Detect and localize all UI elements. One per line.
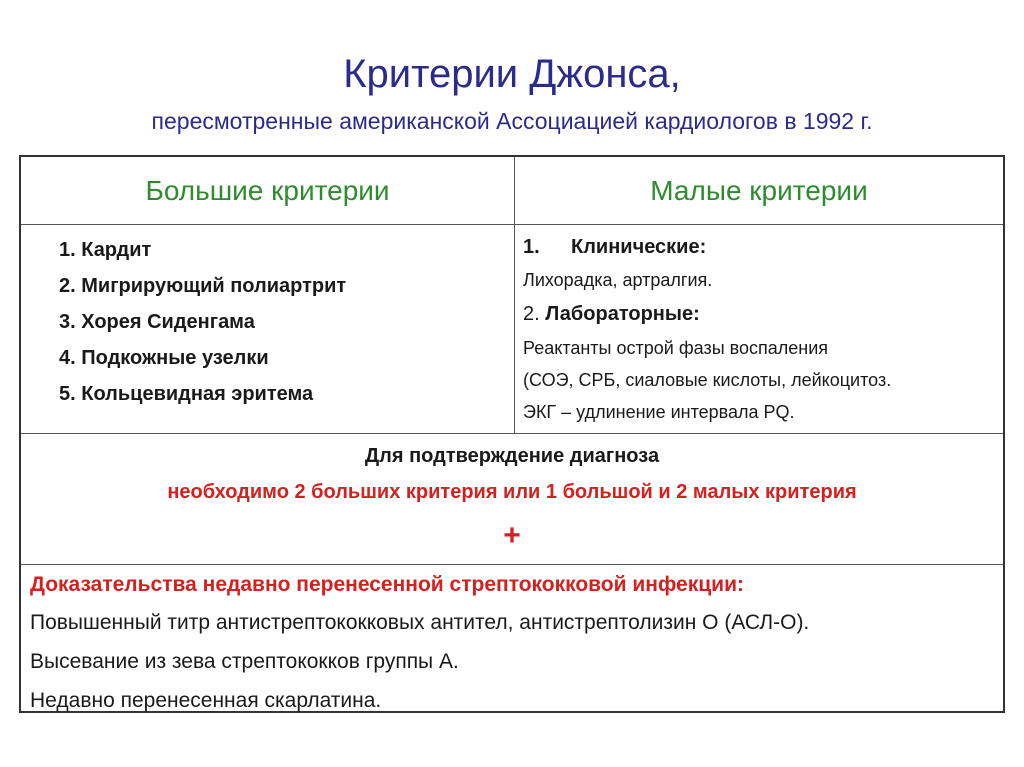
- criteria-divider: [21, 433, 1003, 434]
- major-criteria-list: [59, 232, 346, 412]
- clinical-number: 1.: [523, 236, 540, 258]
- major-criterion: 5. Кольцевидная эритема: [59, 383, 314, 405]
- confirmation-line: Для подтверждение диагноза: [364, 445, 660, 467]
- confirmation-divider: [21, 564, 1003, 565]
- slide-title: Критерии Джонса,: [343, 52, 681, 96]
- major-criterion: 1. Кардит: [59, 239, 152, 261]
- lab-line: (СОЭ, СРБ, сиаловые кислоты, лейкоцитоз.: [523, 370, 892, 390]
- evidence-list: [30, 567, 990, 720]
- lab-number: 2.: [523, 303, 540, 325]
- minor-criteria-block: [523, 230, 1003, 428]
- lab-line: Реактанты острой фазы воспаления: [523, 338, 829, 358]
- evidence-item: Высевание из зева стрептококков группы А.: [30, 650, 459, 673]
- lab-heading: [523, 296, 1003, 332]
- evidence-item: Повышенный титр антистрептококковых антител, антистрептолизин О (АСЛ-О).: [30, 611, 810, 634]
- major-criterion: 2. Мигрирующий полиартрит: [59, 275, 347, 297]
- minor-criteria-header: Малые критерии: [650, 174, 868, 206]
- major-criterion: 3. Хорея Сиденгама: [59, 311, 255, 333]
- clinical-text: Лихорадка, артралгия.: [523, 270, 713, 290]
- lab-label: Лабораторные:: [545, 303, 700, 325]
- major-criteria-header: Большие критерии: [145, 174, 390, 206]
- confirmation-rule: необходимо 2 больших критерия или 1 большой и 2 малых критерия: [167, 481, 857, 503]
- lab-line: ЭКГ – удлинение интервала PQ.: [523, 402, 795, 422]
- plus-sign: +: [503, 519, 521, 552]
- slide-subtitle: пересмотренные американской Ассоциацией кардиологов в 1992 г.: [151, 108, 873, 134]
- clinical-heading: [523, 230, 1003, 264]
- jones-criteria-table: [19, 155, 1005, 713]
- major-criterion: 4. Подкожные узелки: [59, 347, 269, 369]
- evidence-heading: Доказательства недавно перенесенной стрептококковой инфекции:: [30, 573, 744, 596]
- evidence-item: Недавно перенесенная скарлатина.: [30, 689, 382, 712]
- clinical-label: Клинические:: [571, 236, 707, 258]
- header-divider: [21, 224, 1003, 225]
